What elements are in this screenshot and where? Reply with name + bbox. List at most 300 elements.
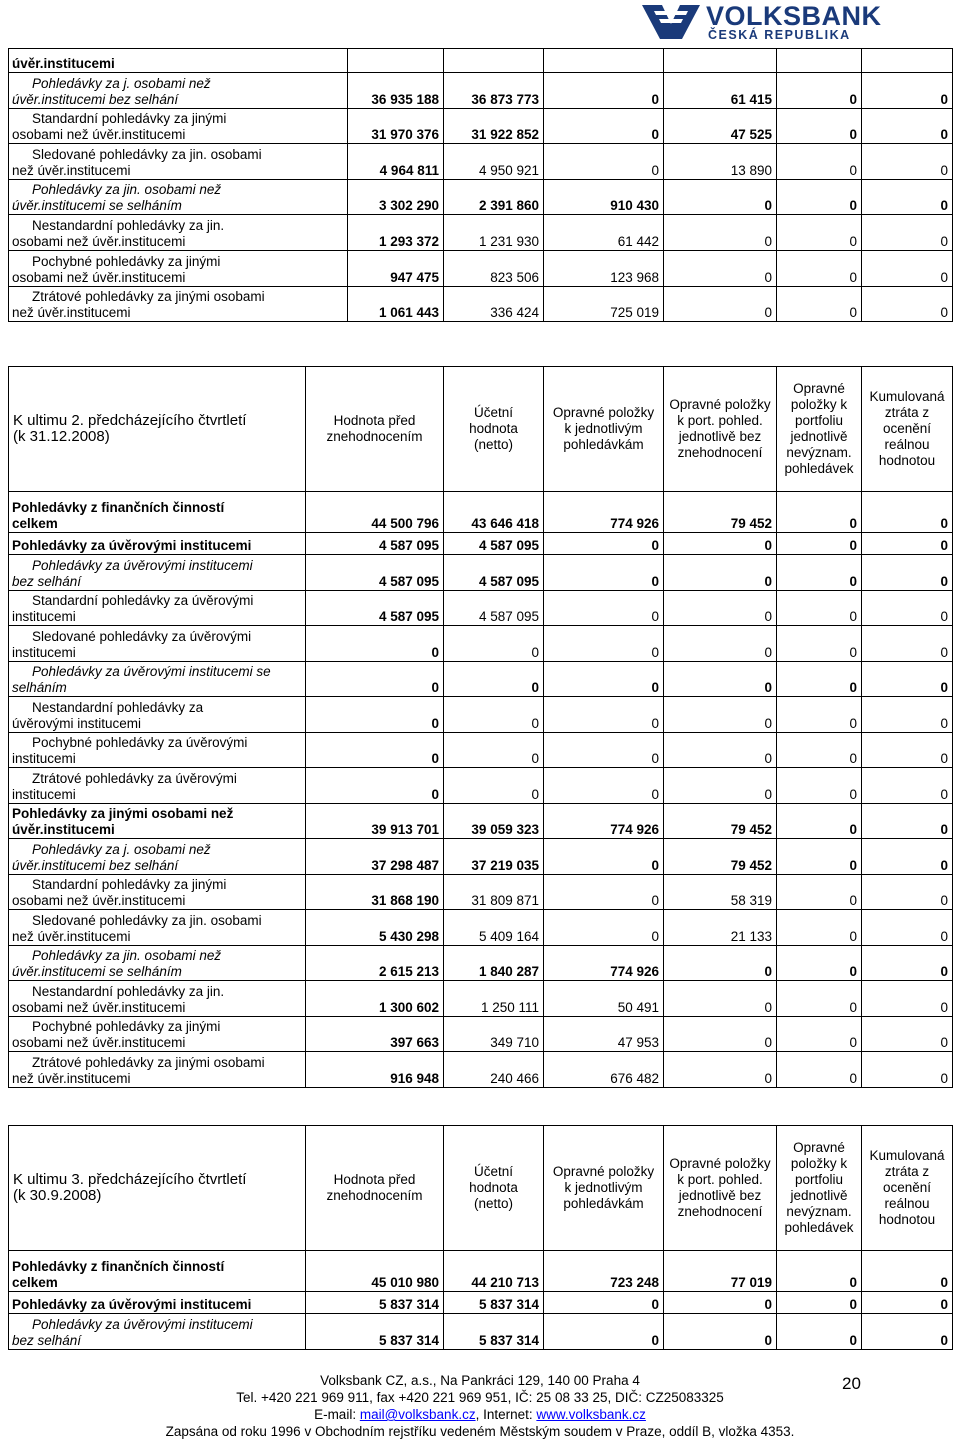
cell-value: 0 bbox=[862, 1016, 953, 1052]
cell-value: 0 bbox=[862, 286, 953, 322]
row-label-line1: Nestandardní pohledávky za bbox=[32, 699, 204, 715]
cell-value: 0 bbox=[777, 945, 862, 981]
cell-value: 774 926 bbox=[544, 945, 664, 981]
header-col5: Opravné položky k portfoliu jednotlivě nevýznam. pohledávek bbox=[777, 1126, 862, 1251]
cell-value: 0 bbox=[544, 874, 664, 910]
row-label bbox=[9, 626, 306, 662]
logo-subtitle: ČESKÁ REPUBLIKA bbox=[708, 28, 851, 42]
cell-value: 31 809 871 bbox=[444, 874, 544, 910]
row-label bbox=[9, 215, 348, 251]
cell-value: 4 950 921 bbox=[444, 144, 544, 180]
table-row bbox=[9, 1314, 953, 1350]
cell-value: 0 bbox=[862, 803, 953, 839]
cell-value: 13 890 bbox=[664, 144, 777, 180]
web-link[interactable]: www.volksbank.cz bbox=[536, 1407, 646, 1422]
cell-value: 37 219 035 bbox=[444, 839, 544, 875]
period-title bbox=[9, 367, 306, 492]
cell-value: 31 868 190 bbox=[306, 874, 444, 910]
cell-value: 0 bbox=[777, 73, 862, 109]
cell-value: 0 bbox=[777, 697, 862, 733]
cell-value: 2 391 860 bbox=[444, 179, 544, 215]
cell-value: 31 922 852 bbox=[444, 108, 544, 144]
cell-value: 0 bbox=[664, 661, 777, 697]
cell-value: 4 587 095 bbox=[444, 590, 544, 626]
row-label bbox=[9, 144, 348, 180]
footer-address: Volksbank CZ, a.s., Na Pankráci 129, 140 00 Praha 4 bbox=[320, 1373, 640, 1388]
table-row bbox=[9, 108, 953, 144]
row-label-line1: Ztrátové pohledávky za jinými osobami bbox=[32, 1054, 265, 1070]
row-label-line2: osobami než úvěr.institucemi bbox=[12, 127, 186, 143]
table-row bbox=[9, 981, 953, 1017]
cell-value: 0 bbox=[544, 555, 664, 591]
cell-value: 0 bbox=[544, 533, 664, 555]
period-title-a: K ultimu 3. předcházejícího čtvrtletí bbox=[13, 1171, 247, 1188]
cell-value: 0 bbox=[777, 803, 862, 839]
cell-value: 0 bbox=[777, 286, 862, 322]
row-label-line1: Pohledávky za jin. osobami než bbox=[32, 182, 222, 198]
table-q3 bbox=[8, 1125, 953, 1350]
cell-value: 0 bbox=[777, 179, 862, 215]
cell-value: 4 587 095 bbox=[444, 555, 544, 591]
cell-value: 0 bbox=[777, 144, 862, 180]
volksbank-logo bbox=[640, 2, 956, 42]
row-label bbox=[9, 839, 306, 875]
cell-value: 0 bbox=[862, 533, 953, 555]
cell-value: 0 bbox=[862, 1052, 953, 1088]
cell-value: 0 bbox=[777, 492, 862, 533]
cell-value: 61 415 bbox=[664, 73, 777, 109]
header-col6: Kumulovaná ztráta z ocenění reálnou hodnotou bbox=[862, 367, 953, 492]
cell-value: 0 bbox=[777, 874, 862, 910]
header-col6: Kumulovaná ztráta z ocenění reálnou hodnotou bbox=[862, 1126, 953, 1251]
cell-value: 0 bbox=[777, 839, 862, 875]
row-label-line1: Pohledávky za úvěrovými institucemi bbox=[32, 557, 253, 573]
cell-value: 0 bbox=[777, 661, 862, 697]
row-label-line2: úvěrovými institucemi bbox=[12, 715, 142, 731]
cell-value: 0 bbox=[664, 697, 777, 733]
row-label bbox=[9, 1292, 306, 1314]
row-label-line2: osobami než úvěr.institucemi bbox=[12, 893, 186, 908]
cell-value: 0 bbox=[777, 108, 862, 144]
cell-value: 0 bbox=[444, 661, 544, 697]
row-label-line2: než úvěr.institucemi bbox=[12, 305, 131, 321]
table-row bbox=[9, 803, 953, 839]
cell-value: 4 587 095 bbox=[306, 555, 444, 591]
cell-value: 676 482 bbox=[544, 1052, 664, 1088]
row-label-line2: institucemi bbox=[12, 644, 76, 660]
cell-value: 0 bbox=[664, 1292, 777, 1314]
table-row bbox=[9, 250, 953, 286]
cell-value: 0 bbox=[664, 215, 777, 251]
table-row bbox=[9, 945, 953, 981]
row-label bbox=[9, 492, 306, 533]
row-label bbox=[9, 661, 306, 697]
cell-value: 0 bbox=[664, 768, 777, 804]
cell-value: 910 430 bbox=[544, 179, 664, 215]
cell-value: 0 bbox=[544, 697, 664, 733]
cell-value: 0 bbox=[777, 1052, 862, 1088]
row-label bbox=[9, 910, 306, 946]
cell-value: 4 587 095 bbox=[306, 590, 444, 626]
row-label-line2: než úvěr.institucemi bbox=[12, 162, 131, 178]
row-label-line2: bez selhání bbox=[12, 1332, 82, 1348]
table-row bbox=[9, 492, 953, 533]
cell-value: 0 bbox=[777, 215, 862, 251]
row-label-line2: než úvěr.institucemi bbox=[12, 928, 131, 944]
row-label bbox=[9, 250, 348, 286]
cell-value: 0 bbox=[544, 1292, 664, 1314]
cell-value: 31 970 376 bbox=[348, 108, 444, 144]
row-label-line2: institucemi bbox=[12, 786, 76, 802]
cell-value: 0 bbox=[777, 910, 862, 946]
cell-value: 0 bbox=[862, 732, 953, 768]
cell-value: 79 452 bbox=[664, 803, 777, 839]
row-label-line1: Standardní pohledávky za jinými bbox=[32, 877, 227, 892]
table-row bbox=[9, 732, 953, 768]
cell-value: 0 bbox=[777, 1314, 862, 1350]
row-label bbox=[9, 1052, 306, 1088]
cell-value: 0 bbox=[862, 1292, 953, 1314]
cell-value: 47 525 bbox=[664, 108, 777, 144]
cell-value: 0 bbox=[777, 981, 862, 1017]
cell-value: 5 837 314 bbox=[306, 1314, 444, 1350]
row-label bbox=[9, 732, 306, 768]
table-row bbox=[9, 555, 953, 591]
header-row bbox=[9, 367, 953, 492]
cell-value: 21 133 bbox=[664, 910, 777, 946]
cell-value: 44 210 713 bbox=[444, 1251, 544, 1292]
header-col4: Opravné položky k port. pohled. jednotlivě bez znehodnocení bbox=[664, 1126, 777, 1251]
cell-value: 0 bbox=[544, 590, 664, 626]
cell-value: 1 061 443 bbox=[348, 286, 444, 322]
cell-value: 77 019 bbox=[664, 1251, 777, 1292]
row-label-line2: úvěr.institucemi bez selhání bbox=[12, 857, 179, 873]
table-row bbox=[9, 910, 953, 946]
row-label-line2: osobami než úvěr.institucemi bbox=[12, 1035, 186, 1050]
cell-value: 1 300 602 bbox=[306, 981, 444, 1017]
row-label-line2: než úvěr.institucemi bbox=[12, 1070, 131, 1086]
cell-value: 774 926 bbox=[544, 803, 664, 839]
cell-value: 0 bbox=[777, 590, 862, 626]
cell-value: 0 bbox=[306, 768, 444, 804]
cell-value: 0 bbox=[862, 874, 953, 910]
cell-value: 0 bbox=[544, 1314, 664, 1350]
row-label-line2: osobami než úvěr.institucemi bbox=[12, 999, 186, 1015]
table-row bbox=[9, 661, 953, 697]
cell-value: 916 948 bbox=[306, 1052, 444, 1088]
cell-value: 0 bbox=[777, 626, 862, 662]
cell-value: 39 059 323 bbox=[444, 803, 544, 839]
footer-registration: Zapsána od roku 1996 v Obchodním rejstříku vedeném Městským soudem v Praze, oddíl B, vložka 4353. bbox=[165, 1424, 795, 1439]
header-col2: Účetní hodnota (netto) bbox=[444, 1126, 544, 1251]
cell-value: 0 bbox=[664, 533, 777, 555]
cell-value: 0 bbox=[544, 768, 664, 804]
cell-value: 0 bbox=[862, 1314, 953, 1350]
cell-value: 0 bbox=[544, 732, 664, 768]
period-title-a: K ultimu 2. předcházejícího čtvrtletí bbox=[13, 412, 247, 429]
cell-value: 5 430 298 bbox=[306, 910, 444, 946]
cell-value: 4 587 095 bbox=[306, 533, 444, 555]
cell-value: 0 bbox=[862, 215, 953, 251]
cell-value: 0 bbox=[544, 108, 664, 144]
row-label bbox=[9, 73, 348, 109]
row-label-line2: úvěr.institucemi se selháním bbox=[12, 198, 182, 214]
table-continued bbox=[8, 48, 953, 322]
row-label bbox=[9, 533, 306, 555]
cell-value: 774 926 bbox=[544, 492, 664, 533]
row-label-line1: Pohledávky za j. osobami než bbox=[32, 841, 211, 857]
row-label bbox=[9, 1314, 306, 1350]
cell-value: 50 491 bbox=[544, 981, 664, 1017]
row-label bbox=[9, 1016, 306, 1052]
page-number: 20 bbox=[842, 1374, 861, 1393]
cell-value: 0 bbox=[777, 768, 862, 804]
row-label bbox=[9, 697, 306, 733]
cell-value: 725 019 bbox=[544, 286, 664, 322]
row-label-line1: Sledované pohledávky za jin. osobami bbox=[32, 912, 262, 928]
row-label-line1: Pohledávky za jinými osobami než bbox=[12, 806, 234, 821]
row-label bbox=[9, 945, 306, 981]
table-row bbox=[9, 73, 953, 109]
cell-value: 0 bbox=[664, 732, 777, 768]
row-label-line1: Sledované pohledávky za jin. osobami bbox=[32, 146, 262, 162]
row-label-line2: úvěr.institucemi bez selhání bbox=[12, 91, 179, 107]
cell-value: 0 bbox=[664, 626, 777, 662]
cell-value: 0 bbox=[664, 555, 777, 591]
table-row bbox=[9, 1052, 953, 1088]
cell-value: 1 250 111 bbox=[444, 981, 544, 1017]
row-label bbox=[9, 590, 306, 626]
cell-value: 723 248 bbox=[544, 1251, 664, 1292]
row-label-line2: Pohledávky za úvěrovými institucemi bbox=[12, 1297, 252, 1312]
cell-value: 0 bbox=[664, 1314, 777, 1350]
table-row bbox=[9, 286, 953, 322]
table-row bbox=[9, 839, 953, 875]
cell-value: 0 bbox=[862, 179, 953, 215]
cell-value: 0 bbox=[306, 697, 444, 733]
row-label-line1: Pochybné pohledávky za jinými bbox=[32, 1019, 221, 1034]
cell-value: 0 bbox=[664, 981, 777, 1017]
cell-value: 36 935 188 bbox=[348, 73, 444, 109]
cell-value: 0 bbox=[664, 179, 777, 215]
header-col4: Opravné položky k port. pohled. jednotlivě bez znehodnocení bbox=[664, 367, 777, 492]
cell-value: 0 bbox=[777, 732, 862, 768]
cell-value: 0 bbox=[544, 910, 664, 946]
row-label-line2: Pohledávky za úvěrovými institucemi bbox=[12, 538, 252, 553]
table-row bbox=[9, 697, 953, 733]
row-label-line1: Ztrátové pohledávky za jinými osobami bbox=[32, 289, 265, 305]
row-label-line1: Pohledávky za j. osobami než bbox=[32, 75, 211, 91]
row-label-line2: institucemi bbox=[12, 609, 76, 624]
cell-value: 0 bbox=[862, 697, 953, 733]
period-title bbox=[9, 1126, 306, 1251]
logo-name: VOLKSBANK bbox=[706, 1, 882, 31]
table-row bbox=[9, 874, 953, 910]
cell-value: 2 615 213 bbox=[306, 945, 444, 981]
cell-value: 123 968 bbox=[544, 250, 664, 286]
row-label-line1: Pohledávky z finančních činností bbox=[12, 500, 225, 515]
cell-value: 43 646 418 bbox=[444, 492, 544, 533]
cell-value: 1 231 930 bbox=[444, 215, 544, 251]
row-label bbox=[9, 981, 306, 1017]
row-label bbox=[9, 768, 306, 804]
header-col5: Opravné položky k portfoliu jednotlivě nevýznam. pohledávek bbox=[777, 367, 862, 492]
row-label-line2: bez selhání bbox=[12, 573, 82, 589]
row-label: úvěr.institucemi bbox=[9, 49, 348, 73]
table-row bbox=[9, 533, 953, 555]
cell-value: 0 bbox=[862, 661, 953, 697]
volksbank-mark-icon bbox=[640, 2, 702, 42]
cell-value: 0 bbox=[862, 839, 953, 875]
cell-value: 0 bbox=[862, 73, 953, 109]
cell-value: 0 bbox=[862, 590, 953, 626]
cell-value: 0 bbox=[306, 732, 444, 768]
cell-value: 0 bbox=[862, 492, 953, 533]
page-footer bbox=[0, 1372, 960, 1440]
row-label-line1: Pohledávky za úvěrovými institucemi bbox=[32, 1316, 253, 1332]
email-link[interactable]: mail@volksbank.cz bbox=[359, 1407, 476, 1422]
cell-value: 0 bbox=[862, 555, 953, 591]
cell-value: 1 293 372 bbox=[348, 215, 444, 251]
row-label bbox=[9, 179, 348, 215]
cell-value: 5 837 314 bbox=[306, 1292, 444, 1314]
cell-value: 45 010 980 bbox=[306, 1251, 444, 1292]
cell-value: 1 840 287 bbox=[444, 945, 544, 981]
cell-value: 0 bbox=[664, 286, 777, 322]
header-col1: Hodnota před znehodnocením bbox=[306, 367, 444, 492]
table-row bbox=[9, 590, 953, 626]
cell-value: 0 bbox=[862, 108, 953, 144]
table-row bbox=[9, 49, 953, 73]
cell-value: 0 bbox=[862, 626, 953, 662]
cell-value: 0 bbox=[777, 1016, 862, 1052]
cell-value: 0 bbox=[777, 1292, 862, 1314]
cell-value: 5 409 164 bbox=[444, 910, 544, 946]
cell-value: 0 bbox=[862, 144, 953, 180]
table-row bbox=[9, 1016, 953, 1052]
row-label-line1: Pochybné pohledávky za jinými bbox=[32, 253, 221, 269]
cell-value: 0 bbox=[544, 626, 664, 662]
cell-value: 4 964 811 bbox=[348, 144, 444, 180]
row-label bbox=[9, 286, 348, 322]
cell-value: 0 bbox=[444, 626, 544, 662]
row-label-line2: selháním bbox=[12, 680, 67, 695]
email-label: E-mail: bbox=[314, 1407, 360, 1422]
table-row bbox=[9, 179, 953, 215]
row-label-line1: Pohledávky za jin. osobami než bbox=[32, 948, 222, 963]
cell-value: 0 bbox=[862, 945, 953, 981]
header-col3: Opravné položky k jednotlivým pohledávkám bbox=[544, 1126, 664, 1251]
cell-value: 0 bbox=[777, 533, 862, 555]
cell-value: 47 953 bbox=[544, 1016, 664, 1052]
cell-value: 0 bbox=[664, 945, 777, 981]
cell-value: 44 500 796 bbox=[306, 492, 444, 533]
row-label-line2: úvěr.institucemi bbox=[12, 822, 115, 837]
row-label-line2: celkem bbox=[12, 1275, 58, 1290]
cell-value: 349 710 bbox=[444, 1016, 544, 1052]
table-row bbox=[9, 626, 953, 662]
row-label bbox=[9, 803, 306, 839]
cell-value: 0 bbox=[777, 1251, 862, 1292]
row-label-line1: Ztrátové pohledávky za úvěrovými bbox=[32, 770, 237, 786]
row-label bbox=[9, 108, 348, 144]
cell-value: 3 302 290 bbox=[348, 179, 444, 215]
row-label-line1: Standardní pohledávky za úvěrovými bbox=[32, 593, 254, 608]
cell-value: 0 bbox=[862, 250, 953, 286]
table-row bbox=[9, 215, 953, 251]
header-col1: Hodnota před znehodnocením bbox=[306, 1126, 444, 1251]
cell-value: 79 452 bbox=[664, 492, 777, 533]
cell-value: 823 506 bbox=[444, 250, 544, 286]
cell-value: 0 bbox=[544, 73, 664, 109]
row-label-line2: úvěr.institucemi se selháním bbox=[12, 964, 182, 979]
cell-value: 0 bbox=[306, 661, 444, 697]
cell-value: 0 bbox=[544, 661, 664, 697]
cell-value: 0 bbox=[544, 839, 664, 875]
cell-value: 240 466 bbox=[444, 1052, 544, 1088]
cell-value: 397 663 bbox=[306, 1016, 444, 1052]
cell-value: 0 bbox=[862, 981, 953, 1017]
footer-contacts: Tel. +420 221 969 911, fax +420 221 969 951, IČ: 25 08 33 25, DIČ: CZ25083325 bbox=[236, 1390, 724, 1405]
table-row bbox=[9, 144, 953, 180]
period-title-b: (k 31.12.2008) bbox=[13, 428, 110, 445]
header-row bbox=[9, 1126, 953, 1251]
row-label-line1: Nestandardní pohledávky za jin. bbox=[32, 217, 225, 233]
cell-value: 947 475 bbox=[348, 250, 444, 286]
row-label-line1: Sledované pohledávky za úvěrovými bbox=[32, 628, 252, 644]
footer-links bbox=[0, 1406, 960, 1423]
row-label-line2: celkem bbox=[12, 516, 58, 531]
cell-value: 0 bbox=[862, 1251, 953, 1292]
period-title-b: (k 30.9.2008) bbox=[13, 1187, 102, 1204]
cell-value: 0 bbox=[664, 590, 777, 626]
table-row bbox=[9, 1292, 953, 1314]
cell-value: 336 424 bbox=[444, 286, 544, 322]
table-q2 bbox=[8, 366, 953, 1088]
table-row bbox=[9, 768, 953, 804]
cell-value: 36 873 773 bbox=[444, 73, 544, 109]
cell-value: 0 bbox=[664, 1016, 777, 1052]
row-label-line1: Pohledávky z finančních činností bbox=[12, 1259, 225, 1274]
cell-value: 5 837 314 bbox=[444, 1314, 544, 1350]
cell-value: 0 bbox=[862, 768, 953, 804]
cell-value: 37 298 487 bbox=[306, 839, 444, 875]
cell-value: 61 442 bbox=[544, 215, 664, 251]
cell-value: 0 bbox=[306, 626, 444, 662]
cell-value: 4 587 095 bbox=[444, 533, 544, 555]
row-label bbox=[9, 1251, 306, 1292]
row-label-line2: osobami než úvěr.institucemi bbox=[12, 233, 186, 249]
cell-value: 0 bbox=[444, 732, 544, 768]
header-col3: Opravné položky k jednotlivým pohledávkám bbox=[544, 367, 664, 492]
row-label-line2: osobami než úvěr.institucemi bbox=[12, 269, 186, 285]
cell-value: 0 bbox=[444, 768, 544, 804]
row-label-line1: Nestandardní pohledávky za jin. bbox=[32, 983, 225, 999]
row-label bbox=[9, 874, 306, 910]
cell-value: 0 bbox=[444, 697, 544, 733]
row-label-line1: Pohledávky za úvěrovými institucemi se bbox=[32, 664, 271, 679]
cell-value: 58 319 bbox=[664, 874, 777, 910]
cell-value: 0 bbox=[664, 250, 777, 286]
cell-value: 0 bbox=[664, 1052, 777, 1088]
row-label-line1: Pochybné pohledávky za úvěrovými bbox=[32, 735, 248, 750]
cell-value: 39 913 701 bbox=[306, 803, 444, 839]
row-label-line1: Standardní pohledávky za jinými bbox=[32, 111, 227, 127]
cell-value: 5 837 314 bbox=[444, 1292, 544, 1314]
row-label-line2: institucemi bbox=[12, 751, 76, 766]
cell-value: 0 bbox=[777, 555, 862, 591]
web-label: , Internet: bbox=[475, 1407, 537, 1422]
